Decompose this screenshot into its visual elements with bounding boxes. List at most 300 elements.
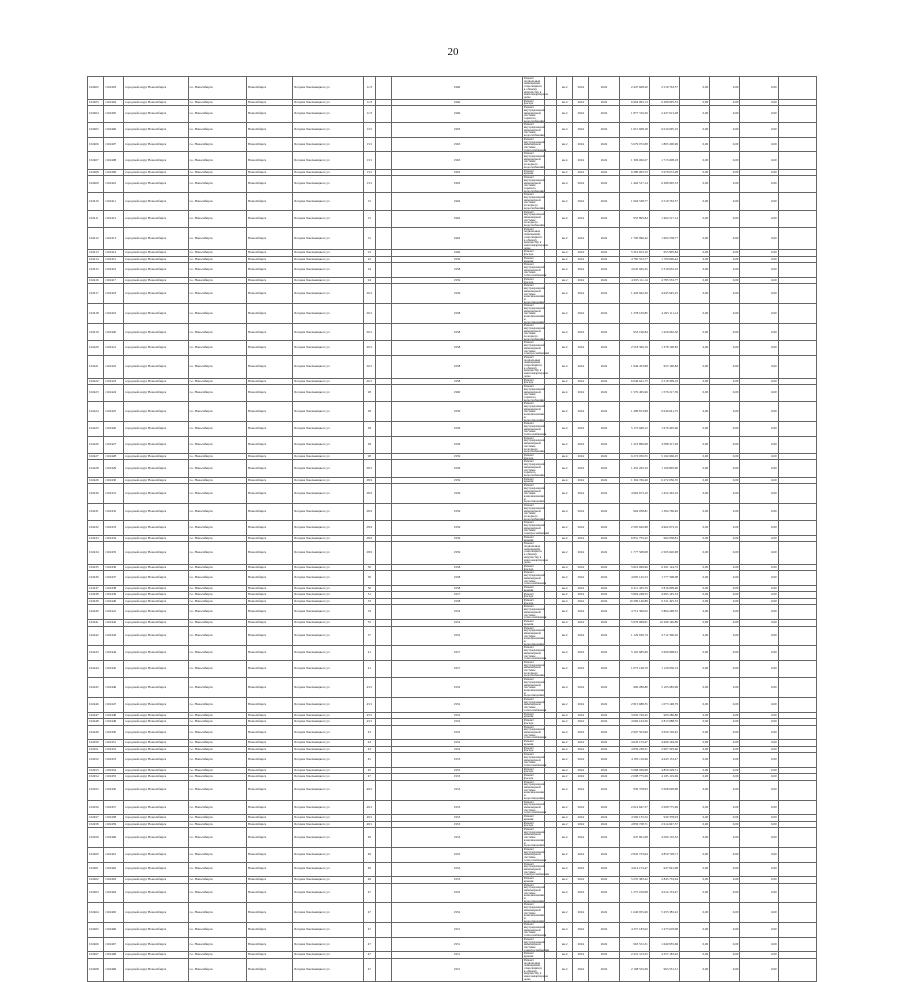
table-cell: 1 219 899,08 — [619, 436, 649, 453]
table-cell: 1 073 148,79 — [619, 660, 649, 677]
table-cell: 0,00 — [740, 504, 778, 521]
table-cell: 1959 — [392, 422, 523, 437]
table-cell: 45 — [363, 753, 375, 768]
table-cell: 13/1 — [363, 152, 375, 169]
table-cell: 1963 — [392, 152, 523, 169]
table-cell: 0,00 — [710, 77, 740, 100]
table-cell: 2 565 620,98 — [649, 542, 679, 565]
table-cell: 2024 — [573, 99, 589, 106]
table-row — [88, 504, 817, 521]
table-cell: г.о. Новосибирск — [188, 341, 246, 356]
table-cell: Богдана Хмельницкого ул — [293, 847, 363, 862]
table-cell: 0,00 — [710, 304, 740, 324]
table-cell: Богдана Хмельницкого ул — [293, 99, 363, 106]
table-cell: 0,00 — [679, 169, 709, 176]
table-cell: 1102452 — [104, 746, 124, 753]
table-cell: 28/2 — [363, 477, 375, 484]
table-cell: 1957 — [392, 660, 523, 677]
table-cell: 1952 — [392, 903, 523, 923]
table-cell: 13/1 — [363, 169, 375, 176]
table-cell-empty — [778, 605, 816, 620]
table-row — [88, 542, 817, 565]
capital-repair-table — [87, 76, 817, 982]
table-cell: 0,00 — [740, 422, 778, 437]
table-cell: 0,00 — [710, 422, 740, 437]
table-cell-empty — [778, 484, 816, 504]
table-cell: кв.4 — [557, 923, 573, 938]
table-cell-empty — [778, 402, 816, 422]
table-cell — [375, 698, 391, 713]
table-cell: Новосибирск — [247, 678, 293, 698]
table-cell: 5 165 685,99 — [619, 646, 649, 661]
table-cell: 0,00 — [710, 193, 740, 210]
table-cell — [545, 210, 557, 227]
table-cell: Ремонт внутридомовой инженерной системы теплоснабжения — [523, 799, 547, 815]
table-cell: г.о. Новосибирск — [188, 453, 246, 460]
table-cell: кв.4 — [557, 883, 573, 903]
table-cell — [545, 678, 557, 698]
table-row — [88, 77, 817, 100]
table-cell: 49/1 — [363, 821, 375, 828]
table-cell: 1102429 — [104, 460, 124, 477]
table-row — [88, 385, 817, 402]
table-cell: г.о. Новосибирск — [188, 605, 246, 620]
table-cell: 1959 — [392, 256, 523, 263]
table-cell: г.о. Новосибирск — [188, 542, 246, 565]
table-cell: 2 518 309,19 — [649, 378, 679, 385]
table-cell: 0,00 — [710, 774, 740, 781]
table-cell — [545, 106, 557, 123]
table-cell: Новосибирск — [247, 378, 293, 385]
table-cell: Богдана Хмельницкого ул — [293, 355, 363, 378]
table-cell: 6 904 095,13 — [619, 99, 649, 106]
table-cell: 102450 — [88, 740, 104, 747]
table-cell: г.о. Новосибирск — [188, 862, 246, 877]
table-cell — [375, 152, 391, 169]
table-cell: 5 669 908,91 — [649, 646, 679, 661]
table-cell: 2024 — [573, 137, 589, 152]
table-cell: Новосибирск — [247, 698, 293, 713]
table-cell: городской округ Новосибирск — [124, 592, 188, 599]
table-cell: г.о. Новосибирск — [188, 564, 246, 571]
table-cell: Богдана Хмельницкого ул — [293, 535, 363, 542]
table-cell: Новосибирск — [247, 176, 293, 193]
table-cell: 1102439 — [104, 592, 124, 599]
table-cell: 49/1 — [363, 800, 375, 815]
table-cell: 1102458 — [104, 815, 124, 822]
table-cell: 102439 — [88, 598, 104, 605]
table-cell: 6 272 050,55 — [649, 477, 679, 484]
table-cell: 1102468 — [104, 952, 124, 959]
table-cell — [375, 923, 391, 938]
table-cell: 1102461 — [104, 847, 124, 862]
table-cell: городской округ Новосибирск — [124, 504, 188, 521]
table-cell: 102442 — [88, 626, 104, 646]
table-cell: 0,00 — [679, 753, 709, 768]
table-cell: Богдана Хмельницкого ул — [293, 385, 363, 402]
table-cell: кв.2 — [557, 774, 573, 781]
table-cell: Ремонт внутридомовой инженерной системы электроснабжения — [523, 520, 549, 536]
table-cell: 1 777 508,08 — [619, 542, 649, 565]
table-cell: 0,00 — [679, 937, 709, 952]
table-row — [88, 698, 817, 713]
table-cell: 1 452 263,19 — [619, 460, 649, 477]
table-cell: 1102427 — [104, 436, 124, 453]
table-cell: 2024 — [589, 746, 619, 753]
table-cell: кв.4 — [557, 355, 573, 378]
table-cell — [375, 847, 391, 862]
table-cell: 2024 — [589, 740, 619, 747]
table-cell: 2024 — [573, 250, 589, 257]
table-cell: 102424 — [88, 402, 104, 422]
table-cell: Ремонт внутридомовой инженерной системы теплоснабжения — [523, 846, 547, 862]
table-cell: 2024 — [589, 712, 619, 719]
table-cell: 1102406 — [104, 123, 124, 138]
table-cell: 102419 — [88, 324, 104, 341]
table-cell: кв.2 — [557, 937, 573, 952]
table-cell: городской округ Новосибирск — [124, 564, 188, 571]
table-cell: г.о. Новосибирск — [188, 355, 246, 378]
table-cell: 2024 — [589, 210, 619, 227]
table-cell: 1102442 — [104, 620, 124, 627]
table-cell: 28 — [363, 436, 375, 453]
table-cell: 2 845 733,04 — [619, 847, 649, 862]
table-row — [88, 800, 817, 815]
table-cell: 0,00 — [740, 227, 778, 250]
table-cell: 1102451 — [104, 740, 124, 747]
table-cell — [375, 193, 391, 210]
table-cell: 102413 — [88, 250, 104, 257]
table-cell: 0,00 — [710, 484, 740, 504]
table-cell: кв.2 — [557, 460, 573, 477]
table-cell: 0,00 — [710, 605, 740, 620]
table-cell — [375, 725, 391, 740]
table-cell: Богдана Хмельницкого ул — [293, 800, 363, 815]
table-cell: кв.4 — [557, 585, 573, 592]
table-cell: 0,00 — [679, 256, 709, 263]
table-cell: 1959 — [392, 453, 523, 460]
table-cell: 1 576 217,39 — [649, 385, 679, 402]
table-cell: г.о. Новосибирск — [188, 646, 246, 661]
table-cell: 1953 — [392, 862, 523, 877]
table-cell: Богдана Хмельницкого ул — [293, 341, 363, 356]
table-cell: 1102412 — [104, 210, 124, 227]
table-cell: 1102454 — [104, 767, 124, 774]
table-cell — [375, 402, 391, 422]
table-cell — [375, 828, 391, 848]
table-cell-empty — [778, 698, 816, 713]
table-cell: городской округ Новосибирск — [124, 106, 188, 123]
table-cell: Богдана Хмельницкого ул — [293, 828, 363, 848]
table-cell: 1102423 — [104, 378, 124, 385]
table-cell: 2024 — [573, 815, 589, 822]
table-cell: 1102410 — [104, 176, 124, 193]
table-cell: 49/1 — [363, 815, 375, 822]
table-cell: кв.2 — [557, 605, 573, 620]
table-cell: 0,00 — [740, 385, 778, 402]
table-cell-empty — [778, 460, 816, 477]
table-cell: Новосибирск — [247, 250, 293, 257]
table-cell: 4 257 183,02 — [619, 923, 649, 938]
table-cell: Богдана Хмельницкого ул — [293, 725, 363, 740]
table-cell: 1102424 — [104, 385, 124, 402]
table-cell — [375, 341, 391, 356]
table-cell: 0,00 — [740, 646, 778, 661]
table-cell: 1963 — [392, 169, 523, 176]
table-cell: Новосибирск — [247, 605, 293, 620]
table-cell: 2024 — [573, 123, 589, 138]
table-cell: 1963 — [392, 123, 523, 138]
table-cell: Новосибирск — [247, 521, 293, 536]
table-cell: 0,00 — [710, 678, 740, 698]
table-cell-empty — [778, 504, 816, 521]
table-cell — [545, 324, 557, 341]
table-cell: 0,00 — [710, 746, 740, 753]
table-cell: 47 — [363, 923, 375, 938]
table-cell: г.о. Новосибирск — [188, 903, 246, 923]
table-cell: 31 — [363, 592, 375, 599]
table-cell: 1952 — [392, 725, 523, 740]
table-cell: 0,00 — [740, 378, 778, 385]
table-cell: 49/1 — [363, 780, 375, 800]
table-cell — [545, 385, 557, 402]
table-cell: 30 — [363, 571, 375, 586]
table-cell: 1953 — [392, 800, 523, 815]
table-cell: 0,00 — [710, 660, 740, 677]
table-cell: Ремонт внутридомовой инженерной системы теплоснабжения — [523, 697, 547, 712]
table-row — [88, 521, 817, 536]
table-cell: Богдана Хмельницкого ул — [293, 719, 363, 726]
table-cell: Богдана Хмельницкого ул — [293, 436, 363, 453]
table-cell: 0,00 — [679, 678, 709, 698]
table-cell: 1952 — [392, 678, 523, 698]
table-cell: городской округ Новосибирск — [124, 263, 188, 278]
table-cell: 28/2 — [363, 521, 375, 536]
table-cell: 1102443 — [104, 626, 124, 646]
table-cell: 2024 — [589, 402, 619, 422]
table-cell — [545, 847, 557, 862]
table-cell — [545, 422, 557, 437]
table-cell: 2024 — [589, 828, 619, 848]
table-cell: Новосибирск — [247, 725, 293, 740]
table-cell: городской округ Новосибирск — [124, 521, 188, 536]
table-cell: 0,00 — [679, 923, 709, 938]
table-cell: 4 183 119,69 — [649, 774, 679, 781]
table-cell: Ремонт крыши — [522, 585, 544, 592]
table-cell: 0,00 — [679, 99, 709, 106]
table-row — [88, 193, 817, 210]
table-cell — [375, 862, 391, 877]
table-cell: Новосибирск — [247, 484, 293, 504]
table-cell: 1954 — [392, 605, 523, 620]
table-cell: 102420 — [88, 341, 104, 356]
table-cell: 1102411 — [104, 193, 124, 210]
table-cell: 47 — [363, 937, 375, 952]
table-cell: 1102431 — [104, 484, 124, 504]
table-cell: 0,00 — [740, 484, 778, 504]
table-cell: 2024 — [589, 263, 619, 278]
table-cell — [375, 227, 391, 250]
table-cell: 0,00 — [679, 250, 709, 257]
table-cell: 1102467 — [104, 937, 124, 952]
table-cell: Богдана Хмельницкого ул — [293, 598, 363, 605]
table-cell: 2024 — [589, 571, 619, 586]
table-row — [88, 304, 817, 324]
table-cell: 2 431 313,35 — [619, 952, 649, 959]
table-cell: 2024 — [589, 626, 619, 646]
table-cell: г.о. Новосибирск — [188, 460, 246, 477]
table-row — [88, 780, 817, 800]
table-cell: 0,00 — [740, 77, 778, 100]
table-cell: 102460 — [88, 847, 104, 862]
table-cell: 37 — [363, 626, 375, 646]
table-cell: Новосибирск — [247, 210, 293, 227]
table-cell: Ремонт внутридомовой инженерной системы холодного водоснабжения — [523, 323, 546, 341]
table-cell: г.о. Новосибирск — [188, 176, 246, 193]
table-cell: Новосибирск — [247, 77, 293, 100]
table-cell: г.о. Новосибирск — [188, 169, 246, 176]
table-cell: 1953 — [392, 828, 523, 848]
table-row — [88, 828, 817, 848]
table-cell: г.о. Новосибирск — [188, 774, 246, 781]
table-cell: 0,00 — [679, 263, 709, 278]
table-cell: 1 275 018,08 — [649, 923, 679, 938]
table-cell — [375, 626, 391, 646]
table-cell: 2024 — [573, 821, 589, 828]
table-cell: городской округ Новосибирск — [124, 436, 188, 453]
table-cell: 0,00 — [710, 753, 740, 768]
table-cell: 0,00 — [710, 815, 740, 822]
table-cell: 0,00 — [740, 937, 778, 952]
table-cell-empty — [778, 903, 816, 923]
table-cell: 102431 — [88, 504, 104, 521]
table-cell: 2024 — [573, 862, 589, 877]
table-cell: 0,00 — [679, 355, 709, 378]
table-cell: 102429 — [88, 477, 104, 484]
table-cell: 0,00 — [679, 571, 709, 586]
table-cell: кв.2 — [557, 592, 573, 599]
table-cell: 102427 — [88, 453, 104, 460]
table-cell: 0,00 — [710, 535, 740, 542]
table-cell: 2024 — [589, 847, 619, 862]
table-cell: 2024 — [573, 263, 589, 278]
table-cell: 0,00 — [679, 780, 709, 800]
table-cell: Ремонт фасада — [522, 378, 544, 385]
table-cell: г.о. Новосибирск — [188, 821, 246, 828]
table-cell: 1958 — [392, 304, 523, 324]
table-cell: 2024 — [573, 903, 589, 923]
table-cell: 6 272 050,55 — [619, 453, 649, 460]
table-cell: Новосибирск — [247, 385, 293, 402]
table-cell: 2024 — [589, 250, 619, 257]
table-cell: Ремонт внутридомовой инженерной системы теплоснабжения — [523, 136, 547, 152]
table-cell: г.о. Новосибирск — [188, 923, 246, 938]
table-cell: 0,00 — [740, 123, 778, 138]
table-cell: Богдана Хмельницкого ул — [293, 460, 363, 477]
table-cell — [375, 484, 391, 504]
table-cell: 2024 — [589, 883, 619, 903]
table-cell: 102412 — [88, 227, 104, 250]
table-cell: 2024 — [573, 542, 589, 565]
table-row — [88, 152, 817, 169]
table-row — [88, 355, 817, 378]
table-cell: Богдана Хмельницкого ул — [293, 263, 363, 278]
table-cell: 102437 — [88, 585, 104, 592]
table-cell: г.о. Новосибирск — [188, 847, 246, 862]
table-cell: Богдана Хмельницкого ул — [293, 862, 363, 877]
table-cell: 28/2 — [363, 484, 375, 504]
table-cell — [375, 504, 391, 521]
table-cell: г.о. Новосибирск — [188, 958, 246, 981]
table-cell: 1102418 — [104, 284, 124, 304]
table-cell: 0,00 — [740, 521, 778, 536]
table-cell: г.о. Новосибирск — [188, 324, 246, 341]
table-cell: 2024 — [573, 210, 589, 227]
table-cell: кв.2 — [557, 903, 573, 923]
table-cell: городской округ Новосибирск — [124, 828, 188, 848]
table-cell: 0,00 — [679, 324, 709, 341]
table-cell: 1 462 517,14 — [649, 210, 679, 227]
table-cell: Богдана Хмельницкого ул — [293, 176, 363, 193]
table-cell: 1952 — [392, 626, 523, 646]
table-cell: 102411 — [88, 210, 104, 227]
table-cell: 0,00 — [740, 746, 778, 753]
table-cell: 1952 — [392, 719, 523, 726]
table-cell: 1963 — [392, 137, 523, 152]
table-cell-empty — [778, 828, 816, 848]
table-cell: 102417 — [88, 284, 104, 304]
table-cell: 4 785 553,77 — [649, 277, 679, 284]
table-cell: 2024 — [573, 436, 589, 453]
table-cell: г.о. Новосибирск — [188, 152, 246, 169]
table-cell: 2024 — [573, 800, 589, 815]
table-cell: 102445 — [88, 678, 104, 698]
table-cell: 11/3 — [363, 77, 375, 100]
table-cell — [375, 542, 391, 565]
table-cell: городской округ Новосибирск — [124, 341, 188, 356]
table-cell: 4 695 145,53 — [619, 571, 649, 586]
table-cell: 1952 — [392, 698, 523, 713]
table-cell: г.о. Новосибирск — [188, 193, 246, 210]
table-cell: 2024 — [589, 460, 619, 477]
table-cell: 0,00 — [740, 193, 778, 210]
table-cell: 4 785 553,77 — [619, 256, 649, 263]
table-cell — [545, 304, 557, 324]
table-cell: 0,00 — [740, 324, 778, 341]
table-cell: Богдана Хмельницкого ул — [293, 952, 363, 959]
table-cell: 102425 — [88, 422, 104, 437]
table-cell: г.о. Новосибирск — [188, 422, 246, 437]
table-cell: Новосибирск — [247, 646, 293, 661]
table-cell: 0,00 — [740, 436, 778, 453]
table-cell: 2024 — [573, 828, 589, 848]
table-cell: 2024 — [573, 504, 589, 521]
table-cell: Ремонт крыши — [522, 815, 544, 822]
table-cell: 0,00 — [679, 903, 709, 923]
table-cell: 0,00 — [679, 277, 709, 284]
table-cell: 1102463 — [104, 877, 124, 884]
table-cell: Новосибирск — [247, 99, 293, 106]
table-cell: 2024 — [573, 453, 589, 460]
table-cell: 6 289 095,53 — [619, 169, 649, 176]
table-cell: Новосибирск — [247, 780, 293, 800]
table-cell: кв.4 — [557, 828, 573, 848]
table-cell: 1102446 — [104, 678, 124, 698]
table-cell: 1102449 — [104, 719, 124, 726]
table-cell: 1102455 — [104, 774, 124, 781]
table-cell: 1102428 — [104, 453, 124, 460]
table-cell: 102415 — [88, 263, 104, 278]
